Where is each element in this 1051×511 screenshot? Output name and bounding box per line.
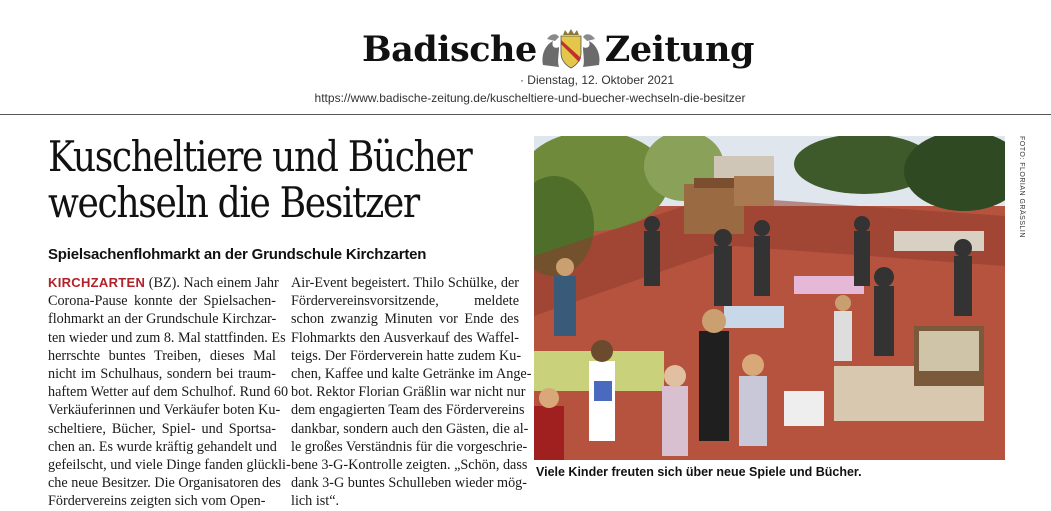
article-text-line: gefeilscht, und viele Dinge fanden glückli-: [48, 457, 291, 474]
article-photo: [534, 136, 1005, 460]
article-text-line: lich ist“.: [291, 493, 340, 510]
article-text-line: dem engagierten Team des Fördervereins: [291, 402, 525, 419]
article-text-line: scheltiere, Bücher, Spiel- und Sportsa-: [48, 420, 276, 437]
article-text-line: herrschte buntes Treiben, dieses Mal: [48, 347, 276, 364]
article-text-line: flohmarkt an der Grundschule Kirchzar-: [48, 311, 277, 328]
article-headline: [48, 132, 472, 227]
article-text-line: dankbar, sondern auch den Gästen, die al-: [291, 420, 529, 437]
article-text-line: teigs. Der Förderverein hatte zudem Ku-: [291, 347, 522, 364]
article-text-line: Flohmarkts den Ausverkauf des Waffel-: [291, 329, 519, 346]
logo-word-right: Zeitung: [604, 28, 754, 70]
article-text-line: che neue Besitzer. Die Organisatoren des: [48, 475, 281, 492]
headline-line-2: wechseln die Besitzer: [48, 178, 419, 227]
masthead: [0, 0, 1051, 116]
article-text-line: le großes Verständnis für die vorgeschrie-: [291, 438, 528, 455]
article-text-line: Verkäuferinnen und Verkäufer boten Ku-: [48, 402, 281, 419]
publication-date: · Dienstag, 12. Oktober 2021: [519, 73, 675, 87]
photo-caption: Viele Kinder freuten sich über neue Spiele und Bücher.: [536, 465, 862, 479]
logo-word-left: Badische: [362, 28, 537, 70]
article-subheadline: Spielsachenflohmarkt an der Grundschule Kirchzarten: [48, 246, 427, 263]
headline-line-1: Kuscheltiere und Bücher: [48, 132, 472, 181]
article-text-line: Fördervereinsvorsitzende, meldete: [291, 293, 519, 310]
article-text-line: Fördervereins zeigten sich vom Open-: [48, 493, 266, 510]
article-text-line: Corona-Pause konnte der Spielsachen-: [48, 293, 276, 310]
article-text-line: [48, 274, 279, 292]
article-text-fragment: (BZ). Nach einem Jahr: [145, 275, 279, 291]
article-column-1: [48, 274, 291, 511]
article-text-line: dank 3-G buntes Schulleben wieder mög-: [291, 475, 528, 492]
article-text-line: haftem Wetter auf dem Schulhof. Rund 60: [48, 384, 289, 401]
masthead-divider: [0, 114, 1051, 115]
article-url[interactable]: https://www.badische-zeitung.de/kuscheltiere-und-buecher-wechseln-die-besitzer: [314, 91, 746, 105]
photo-credit: FOTO: FLORIAN GRÄSSLIN: [1018, 136, 1025, 238]
newspaper-logo[interactable]: [362, 24, 754, 74]
article-text-line: ten wieder und zum 8. Mal stattfinden. Es: [48, 329, 286, 346]
article-dateline: KIRCHZARTEN: [48, 275, 146, 290]
article-text-line: nicht im Schulhaus, sondern bei traum-: [48, 366, 276, 383]
article-text-line: schon zwanzig Minuten vor Ende des: [291, 311, 519, 328]
coat-of-arms-icon: [539, 27, 603, 71]
article-text-line: chen an. Es wurde kräftig gehandelt und: [48, 438, 277, 455]
article-text-line: bene 3-G-Kontrolle zeigten. „Schön, dass: [291, 457, 528, 474]
article-text-line: Air-Event begeistert. Thilo Schülke, der: [291, 275, 519, 291]
article-text-line: chen, Kaffee und kalte Getränke im Ange-: [291, 366, 532, 383]
article-text-line: bot. Rektor Florian Gräßlin war nicht nur: [291, 384, 526, 401]
article-column-2: [291, 274, 532, 511]
